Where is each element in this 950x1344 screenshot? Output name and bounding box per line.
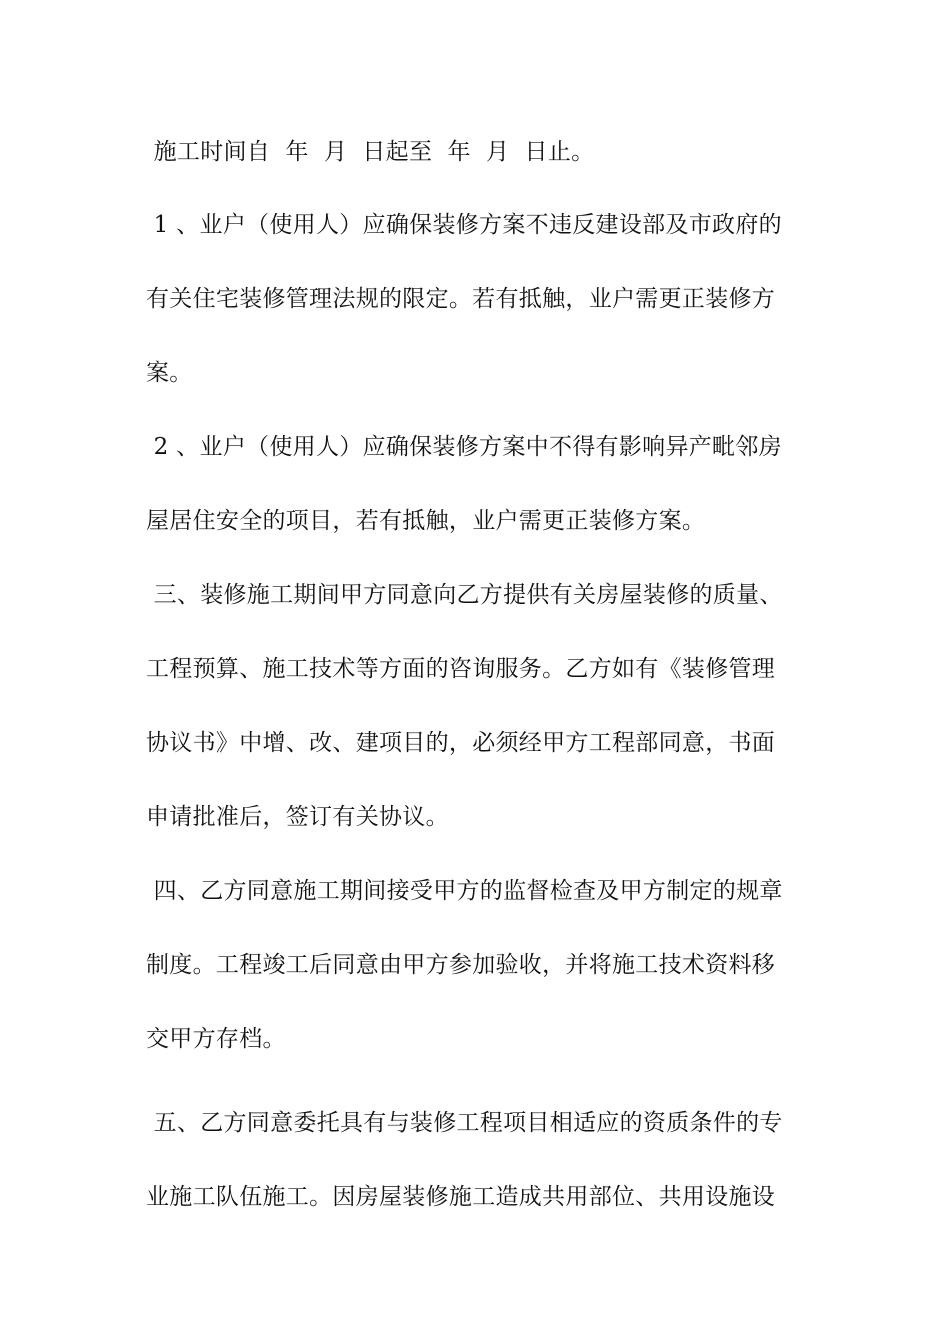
text-line-section-4-part-3: 交甲方存档。: [146, 1026, 286, 1052]
text-line-clause-1-part-2: 有关住宅装修管理法规的限定。若有抵触，业户需更正装修方: [146, 286, 776, 312]
text-line-clause-2-part-2: 屋居住安全的项目，若有抵触，业户需更正装修方案。: [146, 508, 706, 534]
text-line-section-3-part-3: 协议书》中增、改、建项目的，必须经甲方工程部同意，书面: [146, 730, 776, 756]
text-line-clause-2-part-1: 2 、业户（使用人）应确保装修方案中不得有影响异产毗邻房: [146, 434, 782, 460]
text-line-section-4-part-1: 四、乙方同意施工期间接受甲方的监督检查及甲方制定的规章: [146, 878, 783, 904]
text-line-section-3-part-4: 申请批准后，签订有关协议。: [146, 804, 449, 830]
text-line-construction-period: 施工时间自 年 月 日起至 年 月 日止。: [146, 139, 595, 165]
text-line-section-3-part-2: 工程预算、施工技术等方面的咨询服务。乙方如有《装修管理: [146, 656, 776, 682]
text-line-clause-1-part-1: 1 、业户（使用人）应确保装修方案不违反建设部及市政府的: [146, 212, 782, 238]
text-line-clause-1-part-3: 案。: [146, 360, 193, 386]
text-line-section-5-part-2: 业施工队伍施工。因房屋装修施工造成共用部位、共用设施设: [146, 1184, 776, 1210]
text-line-section-3-part-1: 三、装修施工期间甲方同意向乙方提供有关房屋装修的质量、: [146, 582, 783, 608]
text-line-section-5-part-1: 五、乙方同意委托具有与装修工程项目相适应的资质条件的专: [146, 1110, 783, 1136]
text-line-section-4-part-2: 制度。工程竣工后同意由甲方参加验收，并将施工技术资料移: [146, 952, 776, 978]
